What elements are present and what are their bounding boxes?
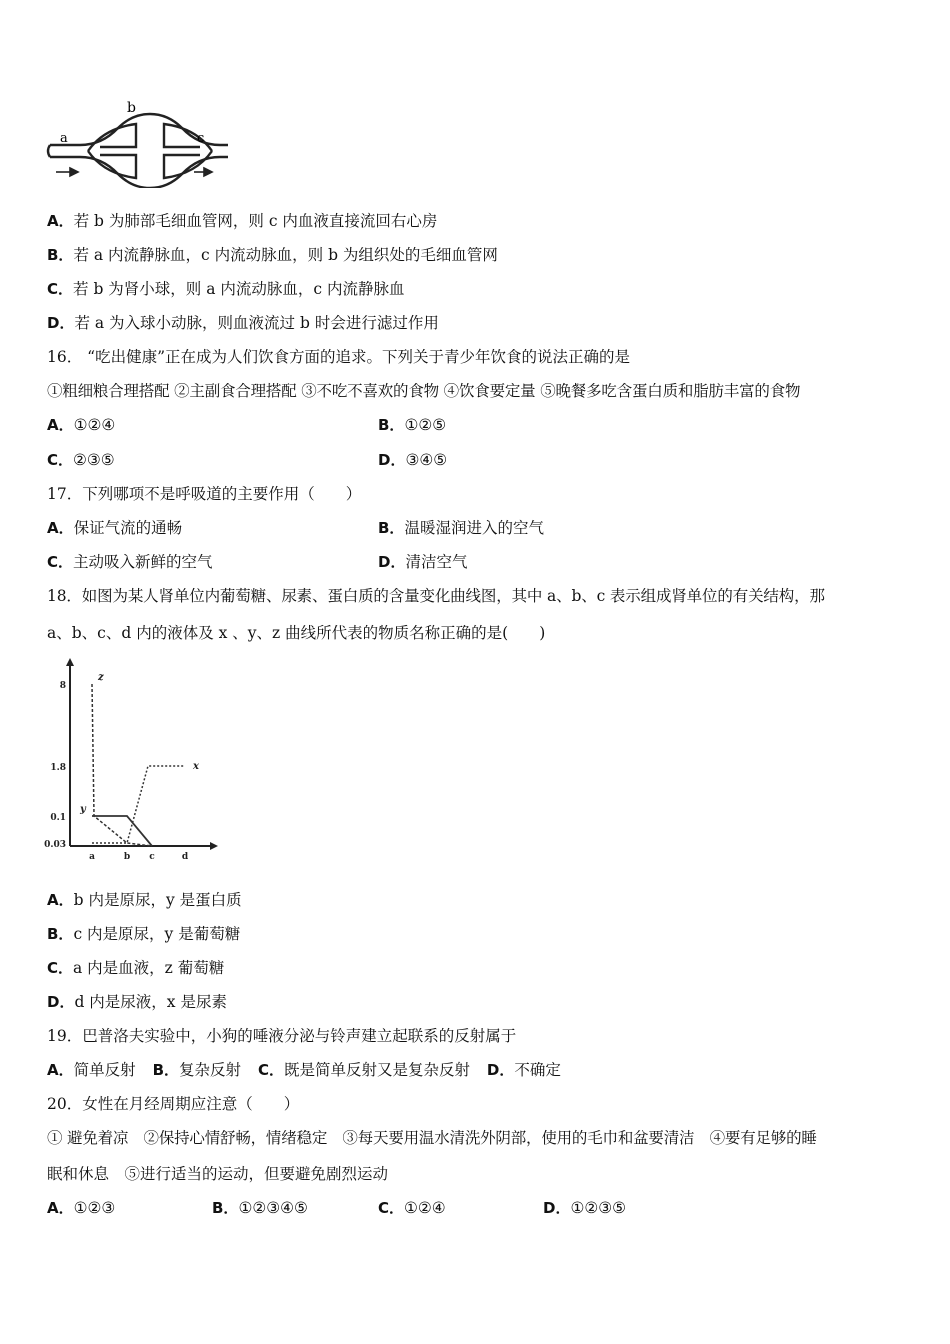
x-tick-label-d: d [181,852,189,862]
series-line-z [92,684,152,846]
blood-vessel-diagram [40,98,240,188]
q16-items: ①粗细粮合理搭配 ②主副食合理搭配 ③不吃不喜欢的食物 ④饮食要定量 ⑤晚餐多吃含蛋白质和脂肪丰富的食物 [47,382,801,400]
series-label-y: y [80,804,86,815]
label-a: a [60,131,68,146]
q16-option-b: B．①②⑤ [378,416,447,434]
q17-option-c: C．主动吸入新鲜的空气 [47,553,213,571]
q18-option-c: C．a 内是血液，z 葡萄糖 [47,959,225,977]
q17-option-d: D．清洁空气 [378,553,468,571]
q17-stem: 17．下列哪项不是呼吸道的主要作用（ ） [47,485,362,503]
q20-items-line2: 眠和休息 ⑤进行适当的运动，但要避免剧烈运动 [47,1165,389,1183]
q16-option-d: D．③④⑤ [378,451,448,469]
label-b: b [127,100,136,116]
q19-option-a: A．简单反射 [47,1061,136,1079]
q15-option-d: D．若 a 为入球小动脉，则血液流过 b 时会进行滤过作用 [47,314,439,332]
chart-axes [66,658,218,850]
q18-stem-line2: a、b、c、d 内的液体及 x 、y、z 曲线所代表的物质名称正确的是( ) [47,624,546,642]
q15-option-a: A．若 b 为肺部毛细血管网，则 c 内血液直接流回右心房 [47,212,438,230]
q20-option-d: D．①②③⑤ [543,1199,627,1217]
q19-option-c: C．既是简单反射又是复杂反射 [257,1061,470,1079]
x-tick-label-a: a [89,852,95,862]
q19-options [47,1060,573,1080]
y-tick-label-1: 1.8 [50,763,66,773]
y-axis-arrow [66,658,74,666]
series-line-x [92,766,185,843]
q18-option-a: A．b 内是原尿，y 是蛋白质 [47,891,242,909]
chart-lines [79,672,200,846]
q20-items-line1: ① 避免着凉 ②保持心情舒畅，情绪稳定 ③每天要用温水清洗外阴部，使用的毛巾和盆要清洁 ④要有足够的睡 [47,1129,817,1147]
q18-option-d: D．d 内是尿液，x 是尿素 [47,993,227,1011]
q17-option-b: B．温暖湿润进入的空气 [378,519,544,537]
q19-option-d: D．不确定 [486,1061,561,1079]
q16-option-a: A．①②④ [47,416,116,434]
y-tick-label-2: 0.1 [50,813,66,823]
q20-stem: 20．女性在月经周期应注意（ ） [47,1095,300,1113]
q15-option-c: C．若 b 为肾小球，则 a 内流动脉血，c 内流静脉血 [47,280,405,298]
q15-option-b: B．若 a 内流静脉血，c 内流动脉血，则 b 为组织处的毛细血管网 [47,246,498,264]
series-label-z: z [98,672,104,683]
q18-option-b: B．c 内是原尿，y 是葡萄糖 [47,925,241,943]
q18-stem-line1: 18．如图为某人肾单位内葡萄糖、尿素、蛋白质的含量变化曲线图，其中 a、b、c 表示组成肾单位的有关结构，那 [47,587,825,605]
q16-option-c: C．②③⑤ [47,451,115,469]
q19-option-b: B．复杂反射 [152,1061,242,1079]
kidney-content-chart [40,650,230,865]
x-axis-arrow [210,842,218,850]
q19-stem: 19．巴普洛夫实验中，小狗的唾液分泌与铃声建立起联系的反射属于 [47,1027,517,1045]
q20-option-c: C．①②④ [378,1199,446,1217]
x-tick-label-c: c [149,852,155,862]
series-line-y [92,816,152,846]
series-label-x: x [193,761,199,772]
q16-stem: 16． “吃出健康”正在成为人们饮食方面的追求。下列关于青少年饮食的说法正确的是 [47,348,631,366]
y-tick-label-3: 0.03 [44,840,66,850]
q17-option-a: A．保证气流的通畅 [47,519,183,537]
label-c: c [197,131,205,146]
x-tick-label-b: b [123,852,131,862]
q20-option-a: A．①②③ [47,1199,116,1217]
q20-option-b: B．①②③④⑤ [212,1199,308,1217]
y-tick-label-0: 8 [59,681,66,691]
